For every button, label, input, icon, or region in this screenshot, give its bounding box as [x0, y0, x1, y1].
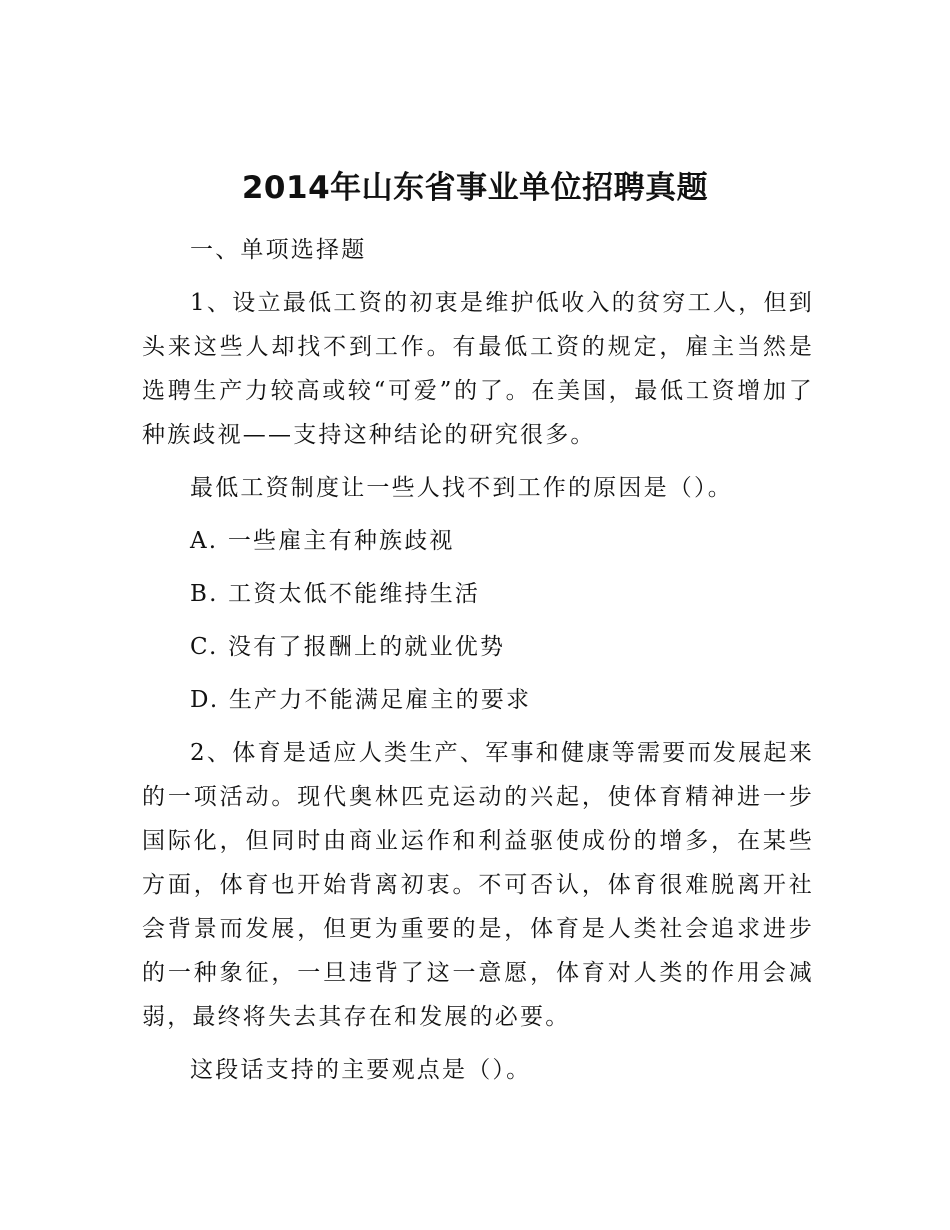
question-1-option-b: B. 工资太低不能维持生活 — [190, 581, 481, 607]
question-1-passage: 1、设立最低工资的初衷是维护低收入的贫穷工人，但到头来这些人却找不到工作。有最低工资的规定，雇主当然是选聘生产力较高或较“可爱”的了。在美国，最低工资增加了种族歧视——支持这种结论的研究很多。 — [142, 290, 814, 448]
question-2-passage: 2、体育是适应人类生产、军事和健康等需要而发展起来的一项活动。现代奥林匹克运动的兴起，使体育精神进一步国际化，但同时由商业运作和利益驱使成份的增多，在某些方面，体育也开始背离初衷。不可否认，体育很难脱离开社会背景而发展，但更为重要的是，体育是人类社会追求进步的一种象征，一旦违背了这一意愿，体育对人类的作用会减弱，最终将失去其存在和发展的必要。 — [142, 740, 814, 1030]
question-1-option-c: C. 没有了报酬上的就业优势 — [190, 634, 506, 660]
question-1-option-d: D. 生产力不能满足雇主的要求 — [190, 687, 532, 713]
question-2-stem: 这段话支持的主要观点是（）。 — [190, 1057, 532, 1083]
section-heading: 一、单项选择题 — [190, 237, 367, 263]
document-title: 2014年山东省事业单位招聘真题 — [241, 170, 709, 206]
question-1-option-a: A. 一些雇主有种族歧视 — [190, 528, 455, 554]
question-1-stem: 最低工资制度让一些人找不到工作的原因是（）。 — [190, 475, 733, 501]
document-body — [142, 228, 814, 1101]
